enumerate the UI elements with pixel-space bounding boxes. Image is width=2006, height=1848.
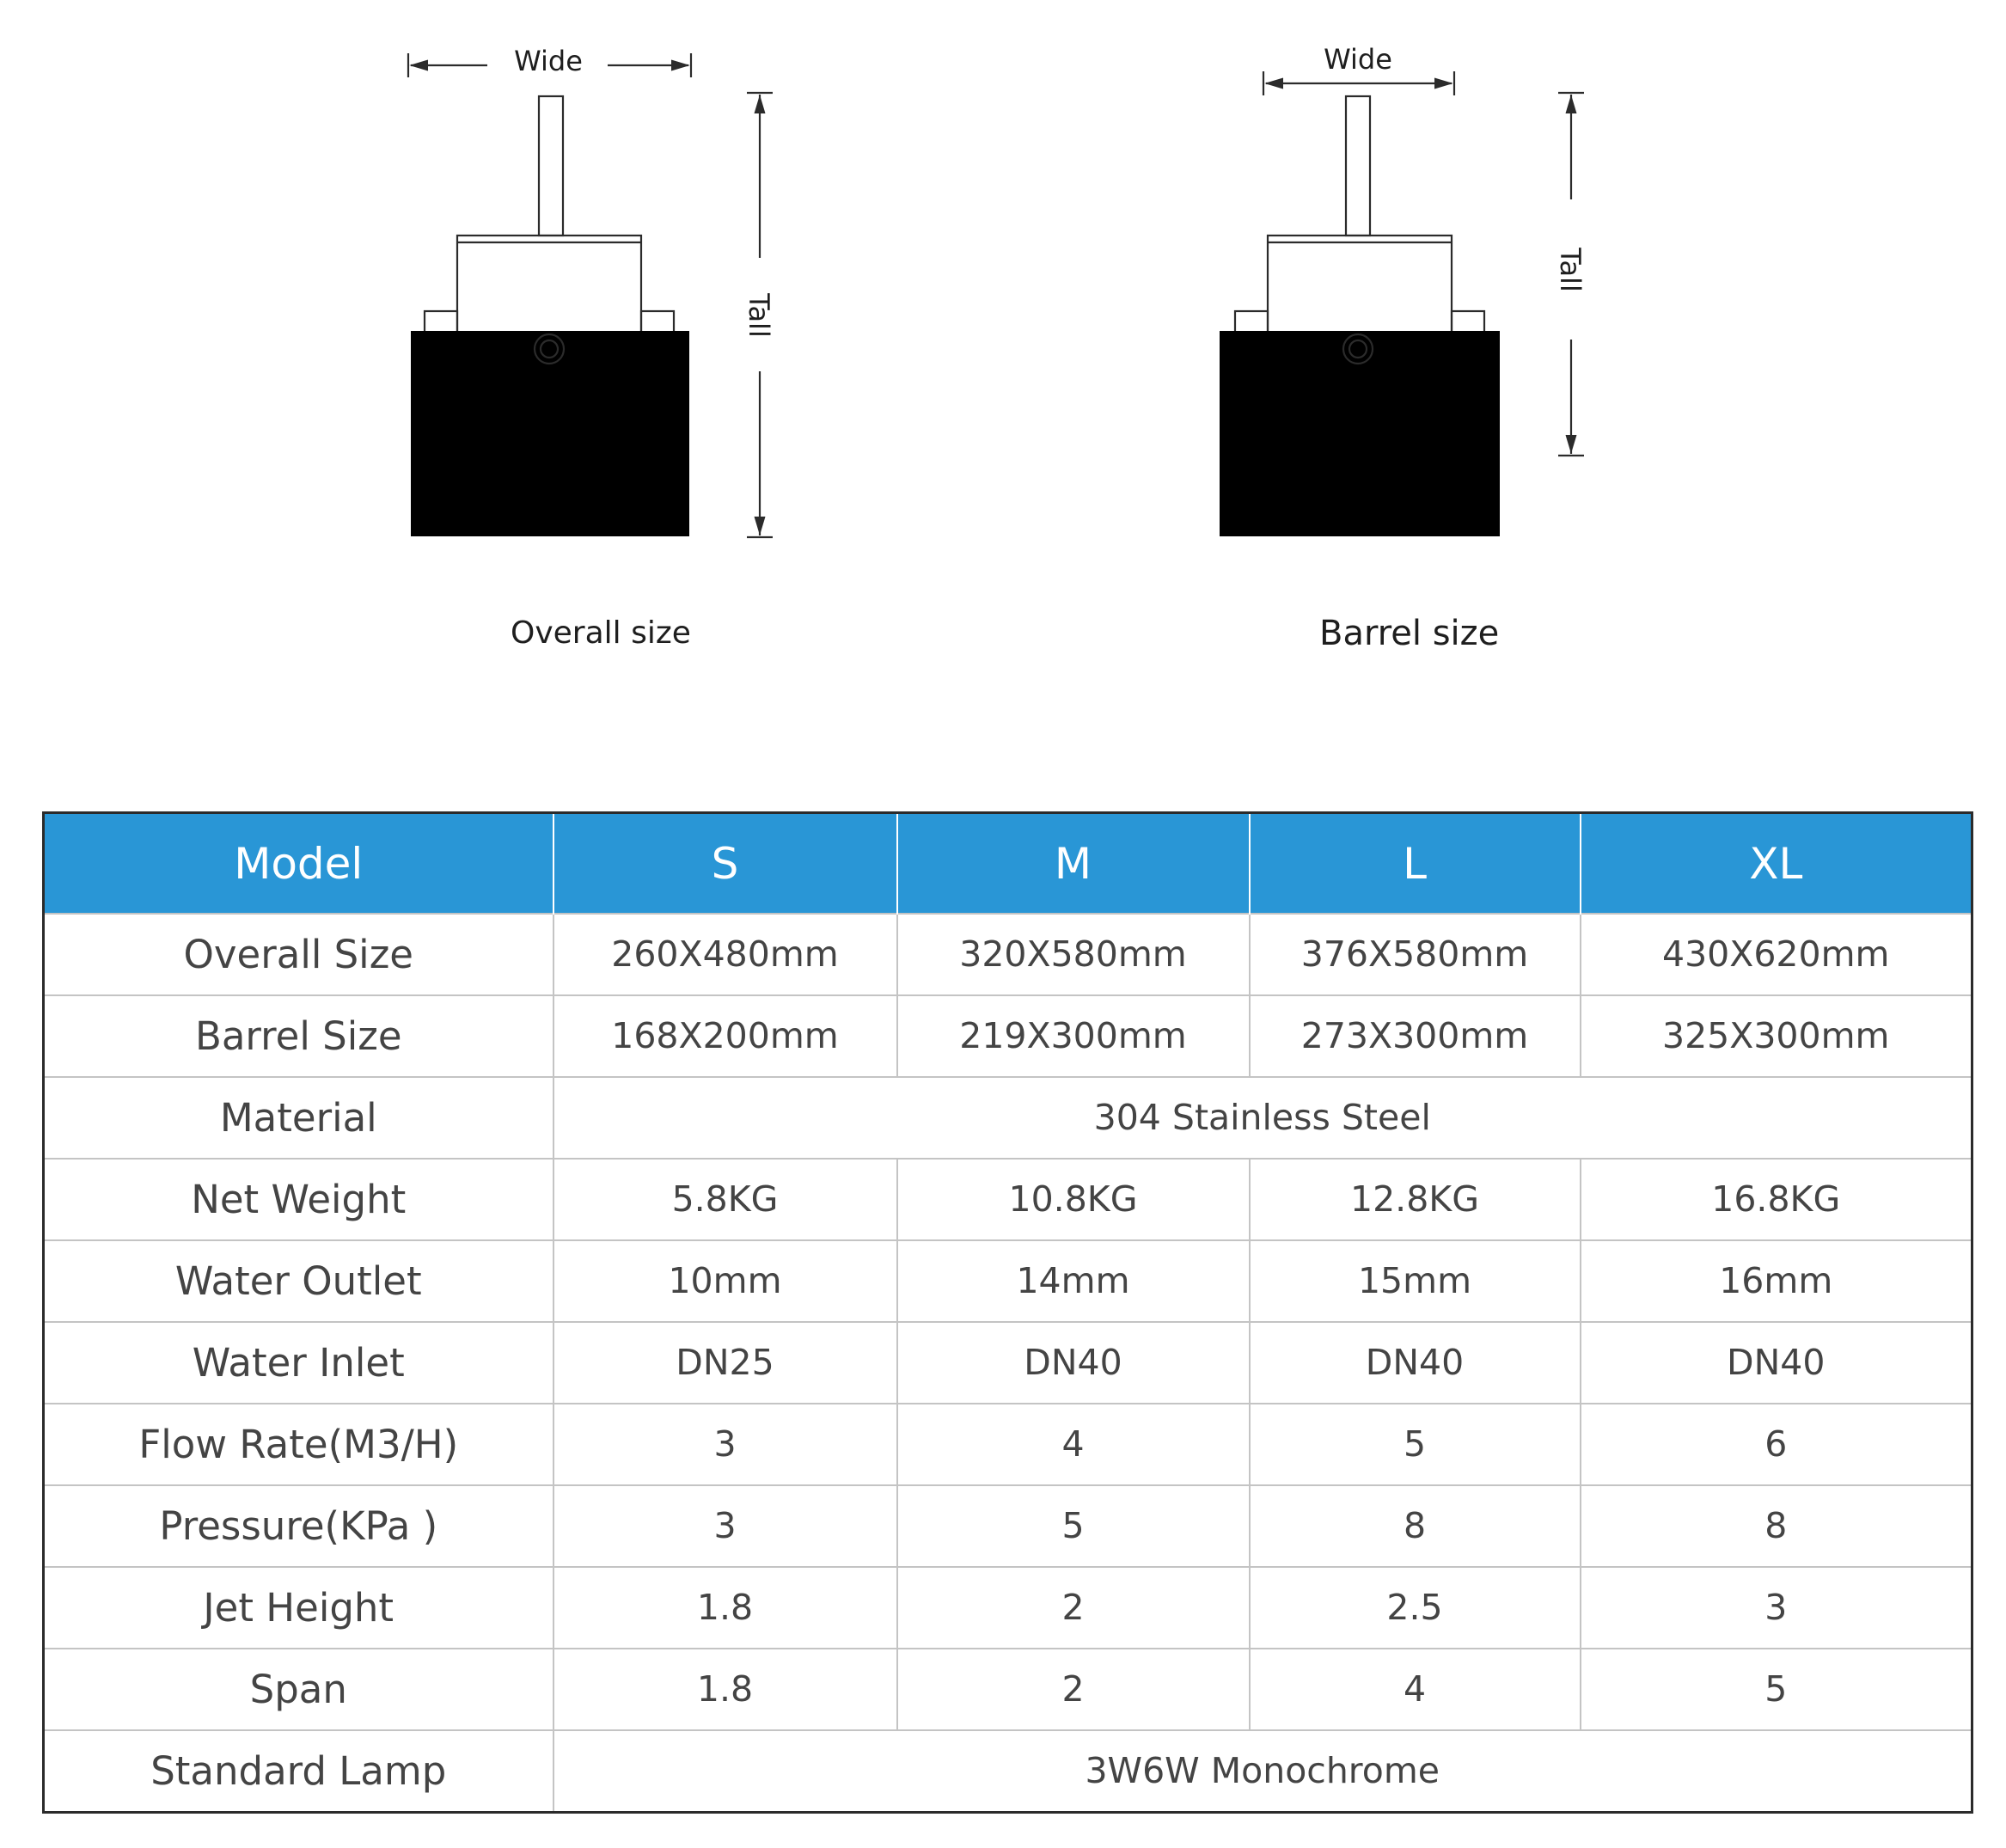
cell: 5.8KG [553, 1159, 897, 1240]
cell: 430X620mm [1581, 914, 1972, 995]
cell: 2 [897, 1649, 1250, 1730]
cell: 5 [1250, 1404, 1581, 1485]
cell: 320X580mm [897, 914, 1250, 995]
table-row [44, 1322, 1972, 1404]
barrel-width-label: Wide [1324, 43, 1392, 76]
dimension-diagrams [0, 0, 2006, 739]
barrel-size-drawing [1220, 43, 1587, 536]
cell: DN40 [1581, 1322, 1972, 1404]
merged-cell: 3W6W Monochrome [553, 1730, 1972, 1813]
row-label: Pressure(KPa ) [44, 1485, 553, 1567]
header-model-label: Model [44, 813, 553, 915]
cell: DN25 [553, 1322, 897, 1404]
cell: DN40 [1250, 1322, 1581, 1404]
row-label: Jet Height [44, 1567, 553, 1649]
cell: 10mm [553, 1240, 897, 1322]
cell: 219X300mm [897, 995, 1250, 1077]
spec-table [42, 811, 1973, 1814]
cell: 8 [1250, 1485, 1581, 1567]
cell: 2.5 [1250, 1567, 1581, 1649]
cell: 5 [1581, 1649, 1972, 1730]
row-label: Water Inlet [44, 1322, 553, 1404]
table-row [44, 1077, 1972, 1159]
merged-cell: 304 Stainless Steel [553, 1077, 1972, 1159]
table-row [44, 1730, 1972, 1813]
row-label: Overall Size [44, 914, 553, 995]
overall-size-drawing [408, 45, 775, 537]
cell: 16.8KG [1581, 1159, 1972, 1240]
table-row [44, 1404, 1972, 1485]
cell: 6 [1581, 1404, 1972, 1485]
row-label: Flow Rate(M3/H) [44, 1404, 553, 1485]
cell: 1.8 [553, 1567, 897, 1649]
row-label: Water Outlet [44, 1240, 553, 1322]
cell: 12.8KG [1250, 1159, 1581, 1240]
cell: 3 [1581, 1567, 1972, 1649]
cell: 168X200mm [553, 995, 897, 1077]
barrel-size-caption: Barrel size [1319, 614, 1500, 653]
cell: 15mm [1250, 1240, 1581, 1322]
table-row [44, 995, 1972, 1077]
cell: 8 [1581, 1485, 1972, 1567]
cell: 2 [897, 1567, 1250, 1649]
cell: 5 [897, 1485, 1250, 1567]
cell: 3 [553, 1485, 897, 1567]
cell: DN40 [897, 1322, 1250, 1404]
cell: 14mm [897, 1240, 1250, 1322]
table-row [44, 914, 1972, 995]
cell: 4 [897, 1404, 1250, 1485]
header-model-s: S [553, 813, 897, 915]
cell: 1.8 [553, 1649, 897, 1730]
cell: 260X480mm [553, 914, 897, 995]
row-label: Material [44, 1077, 553, 1159]
barrel-height-label: Tall [1554, 248, 1587, 292]
header-model-m: M [897, 813, 1250, 915]
table-row [44, 1649, 1972, 1730]
table-row [44, 1240, 1972, 1322]
cell: 376X580mm [1250, 914, 1581, 995]
header-model-l: L [1250, 813, 1581, 915]
cell: 16mm [1581, 1240, 1972, 1322]
table-header-row [44, 813, 1972, 915]
row-label: Barrel Size [44, 995, 553, 1077]
cell: 273X300mm [1250, 995, 1581, 1077]
overall-size-caption: Overall size [511, 615, 691, 651]
table-row [44, 1485, 1972, 1567]
cell: 3 [553, 1404, 897, 1485]
table-row [44, 1159, 1972, 1240]
table-row [44, 1567, 1972, 1649]
row-label: Net Weight [44, 1159, 553, 1240]
header-model-xl: XL [1581, 813, 1972, 915]
cell: 10.8KG [897, 1159, 1250, 1240]
row-label: Standard Lamp [44, 1730, 553, 1813]
cell: 325X300mm [1581, 995, 1972, 1077]
cell: 4 [1250, 1649, 1581, 1730]
overall-height-label: Tall [743, 293, 775, 338]
row-label: Span [44, 1649, 553, 1730]
overall-width-label: Wide [514, 45, 583, 77]
